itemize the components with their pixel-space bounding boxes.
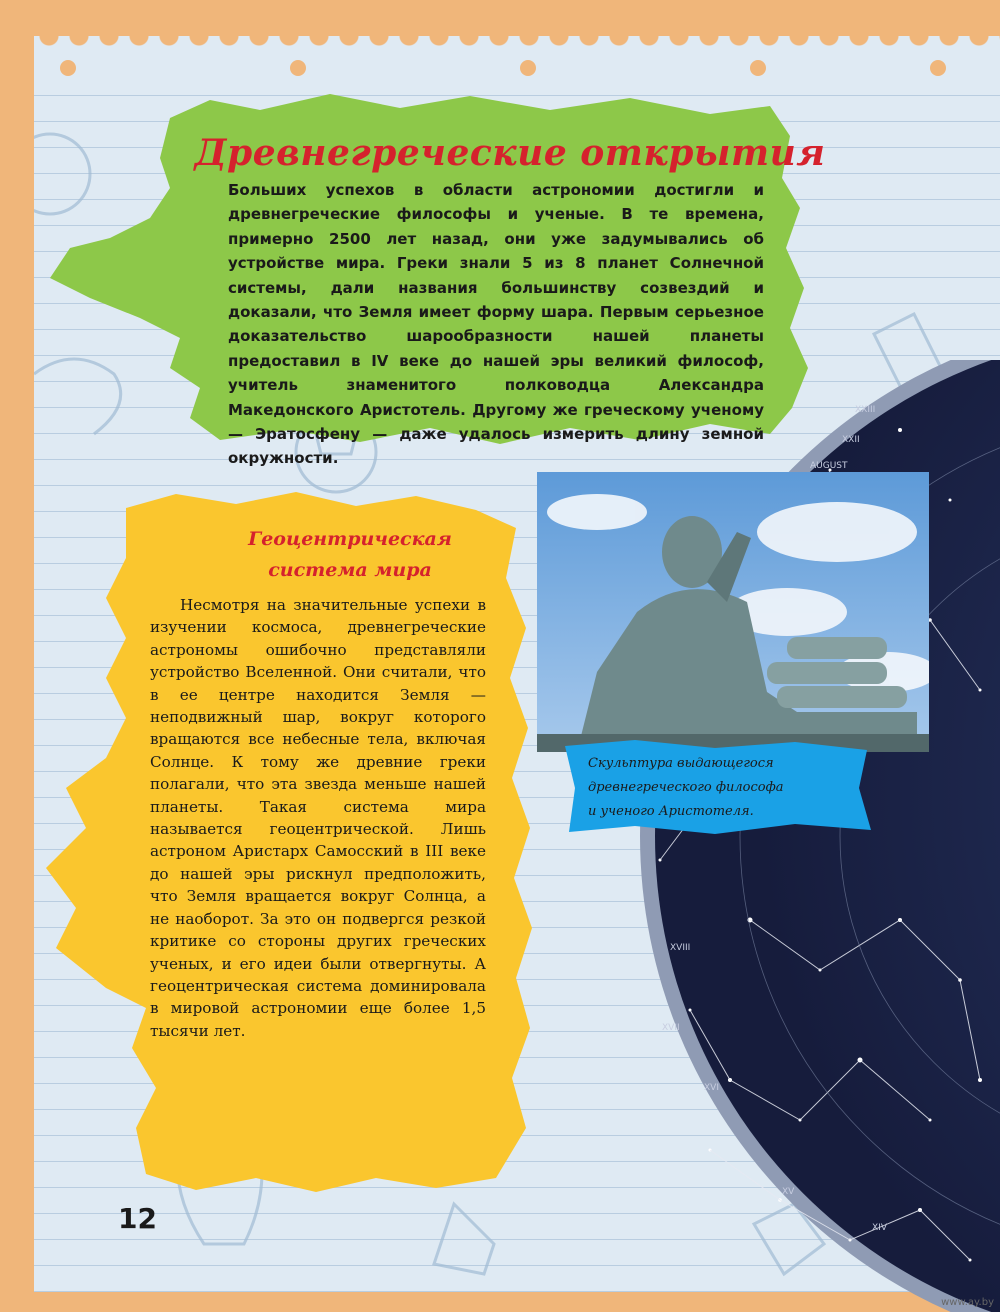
star-map-label: XXII	[842, 435, 860, 445]
caption-line: древнегреческого философа	[588, 780, 784, 795]
star-map-label: XXIII	[855, 405, 876, 415]
page-number: 12	[118, 1202, 157, 1235]
pizza-doodle-icon	[434, 1204, 494, 1274]
star-map-label: AUGUST	[810, 461, 848, 471]
star-map-label: XIV	[872, 1223, 887, 1233]
caption-line: и ученого Аристотеля.	[588, 804, 754, 819]
watermark: www.ay.by	[941, 1297, 994, 1308]
aristotle-sculpture-photo	[537, 472, 929, 752]
star-map-label: XVIII	[670, 943, 691, 953]
intro-paragraph: Больших успехов в области астрономии достигли и древнегреческие философы и ученые. В те времена, примерно 2500 лет назад, они уже задумывались об устройстве мира. Греки знали 5 из 8 планет Солнечной системы, дали названия большинству созвездий и доказали, что Земля имеет форму шара. Первым серьезное доказательство шарообразности нашей планеты предоставил в IV веке до нашей эры великий философ, учитель знаменитого полководца Александра Македонского Аристотель. Другому же греческому ученому — Эратосфену — даже удалось измерить длину земной окружности.	[228, 181, 764, 468]
photo-caption	[588, 752, 838, 824]
star-map-label: XVII	[662, 1023, 680, 1033]
caption-line: Скульптура выдающегося	[588, 756, 774, 771]
section-title-line: Геоцентрическая	[248, 528, 452, 550]
section-title	[150, 524, 550, 586]
star-map-label: XV	[782, 1187, 795, 1197]
section-paragraph: Несмотря на значительные успехи в изучении космоса, древнегреческие астрономы ошибочно представляли устройство Вселенной. Они считали, что в ее центре находится Земля — неподвижный шар, вокруг которого вращаются все небесные тела, включая Солнце. К тому же древние греки полагали, что эта звезда меньше нашей планеты. Такая система мира называется геоцентрической. Лишь астроном Аристарх Самосский в III веке до нашей эры рискнул предположить, что Земля вращается вокруг Солнца, а не наоборот. За это он подвергся резкой критике со стороны других греческих ученых, и его идеи были отвергнуты. А геоцентрическая система доминировала в мировой астрономии еще более 1,5 тысячи лет.	[150, 596, 486, 1040]
section-title-line: система мира	[268, 559, 432, 581]
star-map-label: XVI	[704, 1083, 719, 1093]
page-title: Древнегреческие открытия	[194, 132, 826, 174]
